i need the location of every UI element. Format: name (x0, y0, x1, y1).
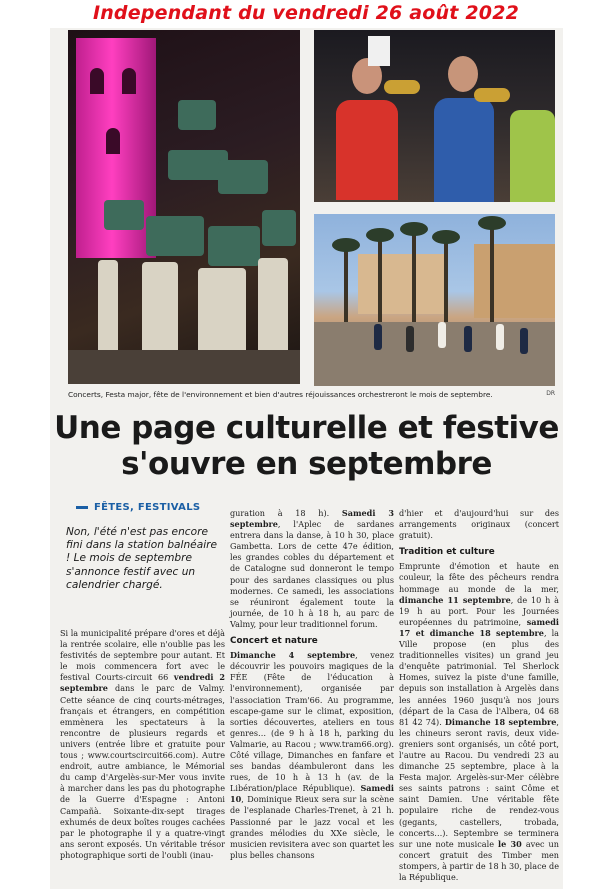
subhead-concert: Concert et nature (230, 636, 318, 647)
article-title-line2: s'ouvre en septembre (121, 446, 492, 482)
col2-bold: Samedi 3 septembre (230, 508, 394, 530)
col2-text-2-end: , Dominique Rieux sera sur la scène de l'esplanade Charles-Trenet, à 21 h. Passionné par le jazz vocal et les grandes mélodies du XXe siècle, le musicien revisitera avec son quartet les plus belles chansons (230, 794, 394, 860)
newspaper-clipping (50, 28, 563, 889)
col3-text-5: , les chineurs seront ravis, deux vide-greniers sont organisés, un côté port, l'autre au Racou. Du vendredi 23 au dimanche 25 septembre, place à la Festa major. Argelès-sur-Mer célèbre ses saints patrons : saint Côme et saint Damien. Une véritable fête populaire riche de rendez-vous (gegants, castellers, trobada, concerts…). Septembre se terminera sur une note musicale (399, 716, 559, 849)
article-column-3 (399, 508, 559, 883)
col1-text-end: dans le parc de Valmy. Cette séance de cinq courts-métrages, français et étrangers, en compétition emmènera les spectateurs à la rencontre de plusieurs regards et univers (entrée libre et gratuite pour tous ; www.courtscircuit66.com). Autre endroit, autre ambiance, le Mémorial du camp d'Argelès-sur-Mer vous invite à marcher dans les pas du photographe de la Guerre d'Espagne : Antoni Campañà. Soixante-dix-sept tirages exhumés de deux boîtes rouges cachées par le photographe il y a quatre-vingt ans seront exposés. Un véritable trésor photographique sorti de l'oubli (inau- (60, 683, 225, 860)
photo-castellers-tower (68, 30, 300, 384)
article-column-2 (230, 508, 394, 861)
photo-caption: Concerts, Festa major, fête de l'environnement et bien d'autres réjouissances orchestreront le mois de septembre. (68, 390, 493, 399)
article-column-1 (60, 628, 225, 861)
col3-text-2: Emprunte d'émotion et haute en couleur, la fête des pêcheurs rendra hommage au monde de la mer, (399, 561, 559, 594)
col3-text-6: avec un concert gratuit des Timber men stompers, à partir de 18 h 30, place de la République. (399, 838, 559, 882)
article-kicker: FÊTES, FESTIVALS (94, 502, 201, 513)
article-title-line1: Une page culturelle et festive (54, 410, 559, 446)
kicker-rule (76, 506, 88, 509)
col3-bold-2: samedi 17 et dimanche 18 septembre (399, 616, 559, 638)
photo-sardana-dancers (314, 214, 555, 386)
newspaper-source-date: Independant du vendredi 26 août 2022 (92, 2, 520, 24)
article-title (50, 410, 563, 482)
col3-text-3: , de 10 h à 19 h au port. Pour les Journées européennes du patrimoine, (399, 594, 559, 627)
col2-text-end: , l'Aplec de sardanes entrera dans la danse, à 10 h 30, place Gambetta. Lors de cette 47e édition, les grandes cobles du département et de Catalogne sud donneront le tempo pour des sardanes classiques ou plus modernes. Ce samedi, les associations se réuniront également toute la journée, de 10 h à 18 h, au parc de Valmy, pour leur traditionnel forum. (230, 519, 394, 629)
col2-text: guration à 18 h). (230, 508, 342, 518)
col1-bold: vendredi 2 septembre (60, 672, 226, 694)
col3-text: d'hier et d'aujourd'hui sur des arrangements originaux (concert gratuit). (399, 508, 559, 541)
col1-text: Si la municipalité prépare d'ores et déjà la rentrée scolaire, elle n'oublie pas les festivités de septembre pour autant. Et le mois commencera fort avec le festival Courts-circuit 66 (60, 628, 225, 683)
col3-bold-1: dimanche 11 septembre (399, 594, 511, 605)
photo-band-trumpets (314, 30, 555, 202)
col2-text-2: , venez découvrir les pouvoirs magiques de la FÉE (Fête de l'éducation à l'environnement), organisée par l'association Tram'66. Au programme, escape-game sur le climat, exposition, sorties découvertes, ateliers en tous genres… (de 9 h à 18 h, parking du Valmarie, au Racou ; www.tram66.org). Côté village, Dimanches en fanfare et ses bandas déambuleront dans les rues, de 10 h à 13 h (av. de la Libération/place République). (230, 650, 394, 794)
col3-bold-3: Dimanche 18 septembre (444, 716, 557, 727)
col2-bold-3: Samedi 10 (230, 783, 394, 805)
article-standfirst: Non, l'été n'est pas encore fini dans la station balnéaire ! Le mois de septembre s'annonce festif avec un calendrier chargé. (66, 526, 218, 591)
col2-bold-2: Dimanche 4 septembre (230, 650, 356, 661)
subhead-tradition: Tradition et culture (399, 547, 495, 558)
photo-collage (68, 30, 555, 386)
col3-text-4: , la Ville propose (en plus des traditionnelles visites) un grand jeu d'enquête patrimonial. Tel Sherlock Homes, suivez la piste d'une famille, depuis son installation à Argelès dans les années 1960 jusqu'à nos jours (départ de la Casa de l'Albera, 04 68 81 42 74). (399, 627, 560, 727)
photo-credit: DR (546, 390, 555, 397)
col3-bold-4: le 30 (498, 838, 522, 849)
